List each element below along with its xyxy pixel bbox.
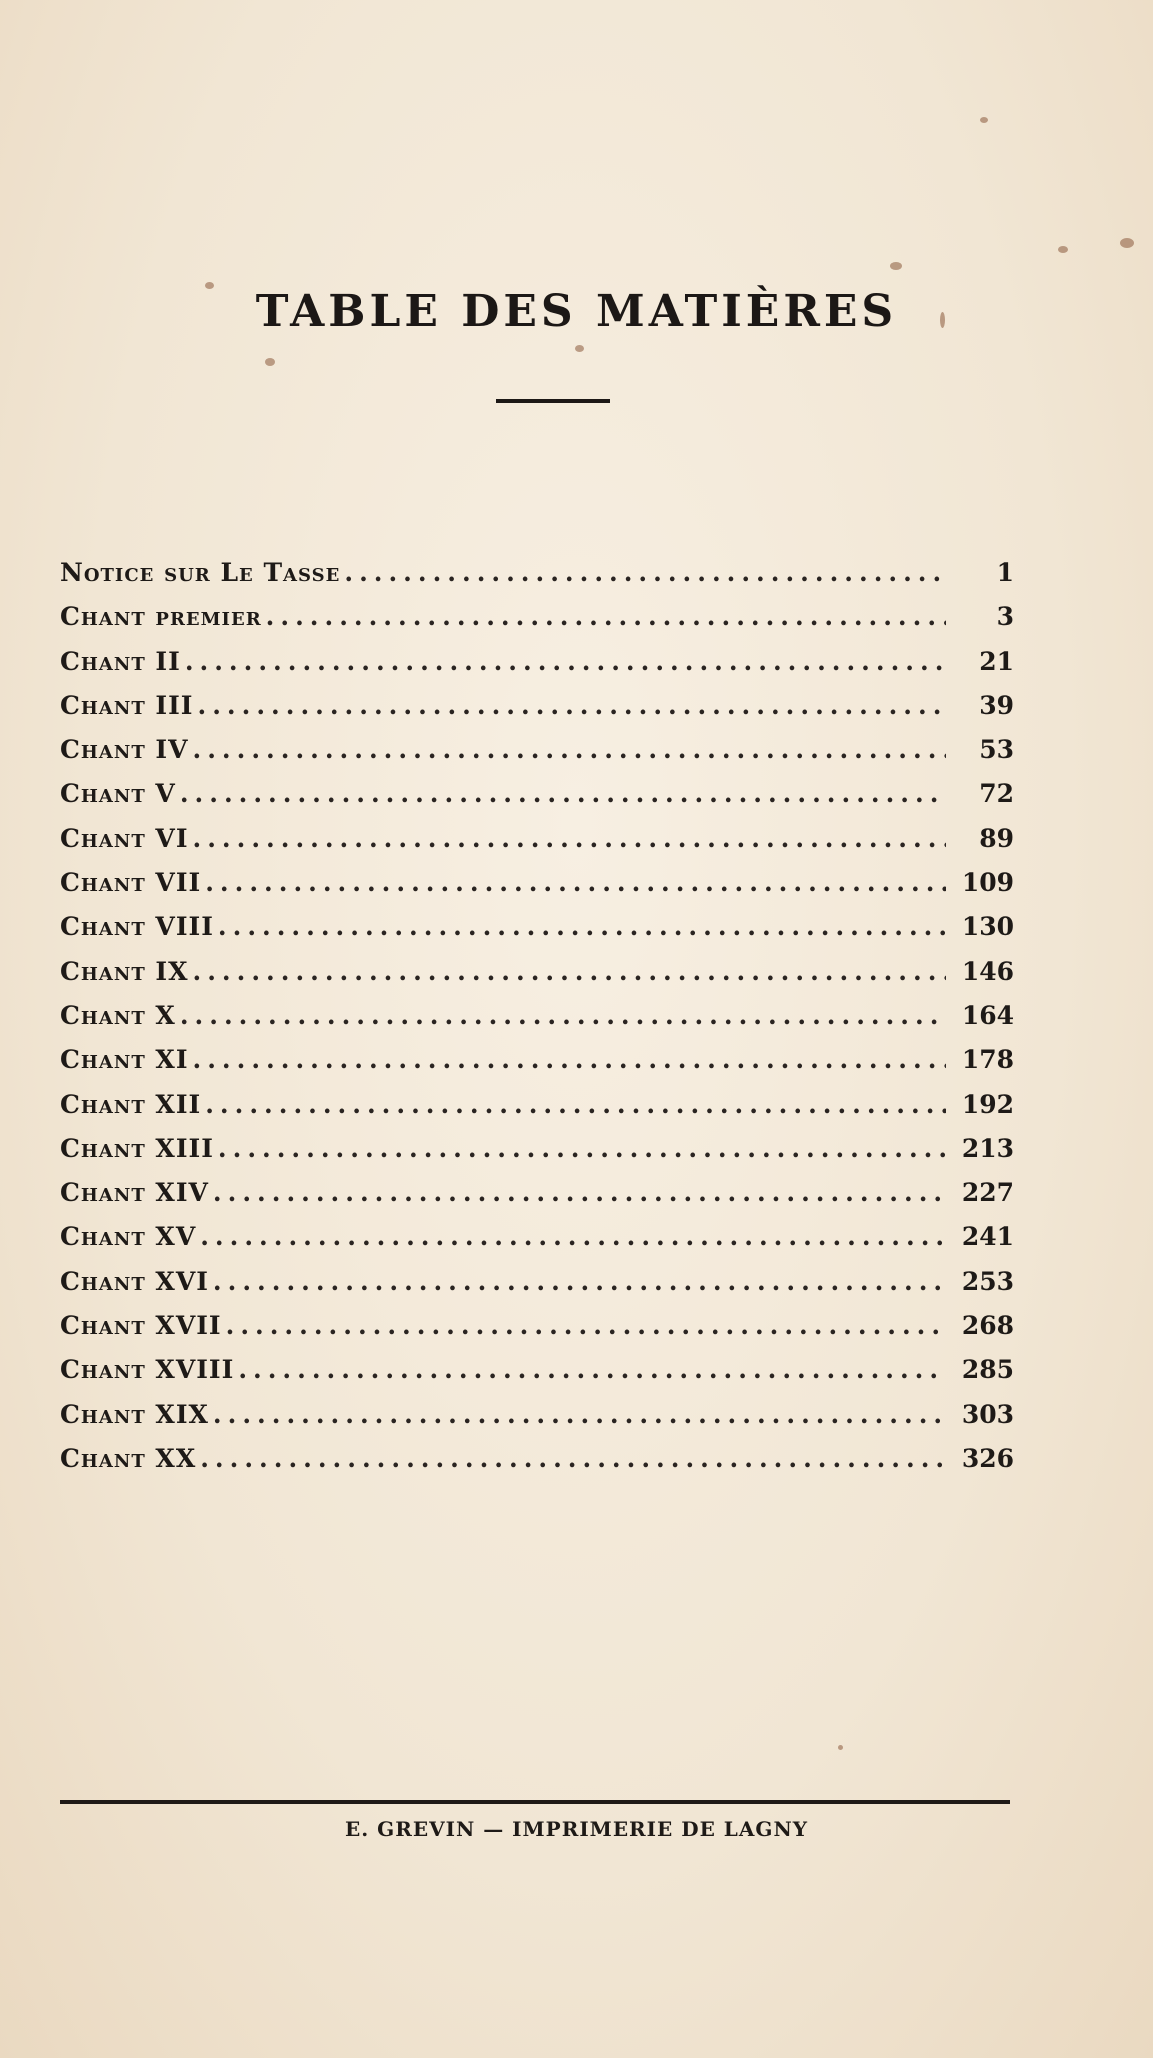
toc-entry-page: 72 (979, 779, 1014, 809)
printer-imprint: E. GREVIN — IMPRIMERIE DE LAGNY (344, 1817, 809, 1841)
toc-leader-dots (193, 735, 946, 764)
toc-leader-dots (205, 868, 946, 897)
toc-entry (60, 691, 1014, 735)
foxing-speck (1120, 238, 1134, 248)
footer-rule (60, 1800, 1010, 1804)
toc-entry-page: 39 (979, 690, 1014, 720)
toc-entry (60, 1134, 1014, 1178)
toc-entry-label: Chant XIV (60, 1178, 209, 1208)
toc-leader-dots (226, 1311, 946, 1340)
toc-entry-page: 192 (961, 1089, 1014, 1119)
toc-entry-page: 130 (961, 912, 1014, 942)
toc-entry-label: Chant XII (60, 1089, 202, 1119)
toc-entry (60, 868, 1014, 912)
toc-leader-dots (180, 1001, 946, 1030)
toc-entry-label: Chant XIII (60, 1133, 214, 1163)
toc-entry (60, 558, 1014, 602)
toc-entry (60, 1178, 1014, 1222)
table-of-contents (60, 558, 1014, 1488)
toc-entry (60, 957, 1014, 1001)
toc-entry (60, 912, 1014, 956)
toc-leader-dots (200, 1222, 946, 1251)
toc-entry-label: Chant XI (60, 1045, 189, 1075)
toc-entry-label: Chant XVI (60, 1266, 209, 1296)
toc-leader-dots (344, 558, 946, 587)
toc-entry-page: 213 (961, 1133, 1014, 1163)
toc-entry (60, 1311, 1014, 1355)
toc-entry (60, 647, 1014, 691)
foxing-speck (838, 1745, 843, 1750)
toc-entry-label: Chant XX (60, 1443, 197, 1473)
toc-entry (60, 779, 1014, 823)
page-title: TABLE DES MATIÈRES (255, 286, 898, 337)
toc-entry-label: Chant VIII (60, 912, 214, 942)
toc-entry-page: 253 (961, 1266, 1014, 1296)
toc-entry-page: 303 (961, 1399, 1014, 1429)
toc-entry-label: Chant V (60, 779, 176, 809)
toc-entry-label: Chant VI (60, 823, 189, 853)
toc-entry-page: 53 (979, 735, 1014, 765)
foxing-speck (890, 262, 902, 270)
toc-entry-label: Chant XVII (60, 1311, 222, 1341)
toc-entry (60, 1045, 1014, 1089)
toc-entry (60, 1001, 1014, 1045)
foxing-speck (1058, 246, 1068, 253)
toc-entry (60, 1222, 1014, 1266)
toc-leader-dots (238, 1355, 946, 1384)
toc-leader-dots (213, 1267, 946, 1296)
toc-leader-dots (185, 647, 946, 676)
toc-entry (60, 1400, 1014, 1444)
toc-entry-page: 21 (979, 646, 1014, 676)
toc-leader-dots (180, 779, 946, 808)
toc-entry-page: 109 (961, 868, 1014, 898)
toc-entry-label: Chant XVIII (60, 1355, 235, 1385)
toc-leader-dots (266, 602, 946, 631)
foxing-speck (980, 117, 988, 123)
toc-entry-label: Chant XIX (60, 1399, 209, 1429)
toc-leader-dots (213, 1178, 946, 1207)
toc-entry (60, 1090, 1014, 1134)
toc-entry-page: 285 (961, 1355, 1014, 1385)
toc-entry-label: Chant premier (60, 602, 262, 632)
toc-leader-dots (213, 1400, 946, 1429)
toc-entry-label: Notice sur Le Tasse (60, 558, 341, 587)
toc-entry (60, 735, 1014, 779)
toc-entry-label: Chant II (60, 646, 181, 676)
toc-entry-page: 146 (961, 956, 1014, 986)
toc-entry-page: 164 (961, 1000, 1014, 1030)
toc-entry-label: Chant III (60, 690, 194, 720)
toc-leader-dots (205, 1090, 946, 1119)
toc-entry-page: 89 (979, 823, 1014, 853)
toc-entry (60, 1267, 1014, 1311)
toc-entry-label: Chant IX (60, 956, 189, 986)
foxing-speck (265, 358, 275, 366)
toc-entry-label: Chant X (60, 1000, 176, 1030)
toc-entry-page: 3 (996, 602, 1014, 632)
toc-entry-label: Chant XV (60, 1222, 197, 1252)
toc-entry-page: 1 (996, 558, 1014, 587)
foxing-speck (205, 282, 214, 289)
toc-entry (60, 1355, 1014, 1399)
toc-entry-label: Chant IV (60, 735, 189, 765)
toc-leader-dots (193, 1045, 946, 1074)
toc-entry-label: Chant VII (60, 868, 202, 898)
toc-entry-page: 268 (961, 1311, 1014, 1341)
title-underline (496, 399, 610, 403)
toc-leader-dots (200, 1444, 946, 1473)
foxing-speck (940, 312, 945, 328)
toc-entry-page: 326 (961, 1443, 1014, 1473)
toc-entry (60, 602, 1014, 646)
toc-entry (60, 824, 1014, 868)
toc-entry-page: 178 (961, 1045, 1014, 1075)
toc-leader-dots (218, 1134, 946, 1163)
toc-leader-dots (218, 912, 946, 941)
toc-entry-page: 227 (961, 1178, 1014, 1208)
foxing-speck (575, 345, 584, 352)
toc-leader-dots (193, 957, 946, 986)
toc-leader-dots (193, 824, 946, 853)
toc-leader-dots (198, 691, 946, 720)
toc-entry-page: 241 (961, 1222, 1014, 1252)
toc-entry (60, 1444, 1014, 1488)
